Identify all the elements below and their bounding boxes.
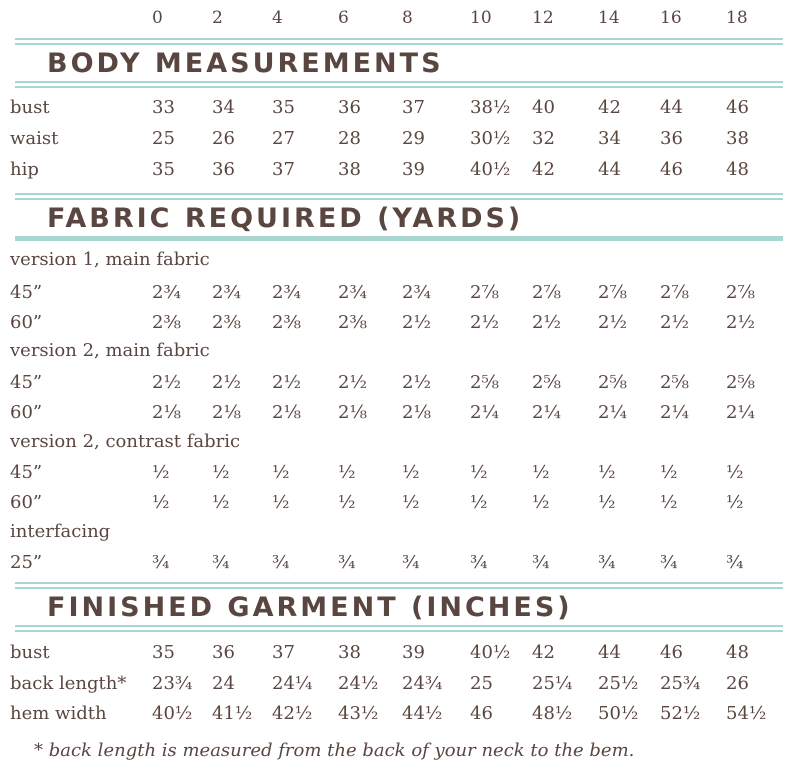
table-row: [0, 552, 800, 582]
table-cell: 41½: [212, 703, 253, 724]
table-cell: 2⅜: [152, 312, 181, 333]
table-cell: 2½: [598, 312, 627, 333]
table-cell: 33: [152, 97, 175, 118]
divider: [15, 86, 783, 88]
table-cell: 2½: [402, 312, 431, 333]
table-cell: 27: [272, 128, 295, 149]
table-cell: 40½: [152, 703, 193, 724]
section-title: FABRIC REQUIRED (YARDS): [47, 203, 524, 234]
table-cell: 36: [338, 97, 361, 118]
size-label: 16: [660, 8, 682, 28]
section-title: BODY MEASUREMENTS: [47, 48, 444, 79]
table-cell: 2⅜: [212, 312, 241, 333]
table-cell: 50½: [598, 703, 639, 724]
table-cell: ¾: [598, 552, 616, 573]
table-cell: ½: [338, 492, 356, 513]
table-cell: 24¾: [402, 673, 443, 694]
table-cell: 2⅛: [402, 402, 431, 423]
finished-garment-header: [15, 582, 783, 632]
table-cell: 38: [726, 128, 749, 149]
table-cell: 44: [660, 97, 683, 118]
table-cell: ¾: [272, 552, 290, 573]
table-cell: 2½: [660, 312, 689, 333]
table-row: [0, 642, 800, 672]
table-cell: ½: [212, 492, 230, 513]
table-cell: 24: [212, 673, 235, 694]
row-label: 60”: [10, 492, 43, 513]
divider: [15, 236, 783, 241]
table-cell: 2½: [338, 372, 367, 393]
size-label: 14: [598, 8, 620, 28]
table-cell: 2¾: [338, 282, 367, 303]
table-cell: 46: [660, 159, 683, 180]
divider: [15, 630, 783, 632]
table-cell: ½: [470, 492, 488, 513]
size-label: 6: [338, 8, 349, 28]
table-cell: ½: [598, 462, 616, 483]
row-label: 60”: [10, 312, 43, 333]
row-label: bust: [10, 642, 50, 663]
table-cell: 2⅞: [470, 282, 499, 303]
table-cell: 40: [532, 97, 555, 118]
table-cell: 25¼: [532, 673, 573, 694]
table-cell: ½: [660, 462, 678, 483]
table-cell: 46: [726, 97, 749, 118]
table-cell: ¾: [402, 552, 420, 573]
table-cell: 46: [470, 703, 493, 724]
table-cell: ½: [402, 492, 420, 513]
table-cell: 2⅝: [726, 372, 755, 393]
table-cell: 2¾: [212, 282, 241, 303]
table-cell: 2¾: [152, 282, 181, 303]
size-label: 10: [470, 8, 492, 28]
size-header-row: [0, 6, 800, 34]
row-label: waist: [10, 128, 59, 149]
table-cell: 32: [532, 128, 555, 149]
size-label: 2: [212, 8, 223, 28]
table-cell: ¾: [532, 552, 550, 573]
table-cell: 2⅞: [726, 282, 755, 303]
table-row: [0, 703, 800, 733]
row-label: 45”: [10, 372, 43, 393]
size-label: 18: [726, 8, 748, 28]
table-cell: 23¾: [152, 673, 193, 694]
size-label: 8: [402, 8, 413, 28]
table-row: [0, 492, 800, 522]
fabric-required-header: [15, 193, 783, 241]
table-cell: 2¼: [726, 402, 755, 423]
table-cell: 39: [402, 642, 425, 663]
table-cell: ¾: [470, 552, 488, 573]
table-cell: 40½: [470, 642, 511, 663]
table-cell: 42: [598, 97, 621, 118]
row-label: back length*: [10, 673, 127, 694]
table-cell: ½: [532, 462, 550, 483]
table-cell: 38½: [470, 97, 511, 118]
table-cell: 2½: [470, 312, 499, 333]
table-cell: ½: [272, 462, 290, 483]
table-row: [0, 159, 800, 189]
table-cell: 34: [598, 128, 621, 149]
table-cell: 46: [660, 642, 683, 663]
table-cell: ½: [338, 462, 356, 483]
table-cell: 2¾: [272, 282, 301, 303]
fabric-group-heading: version 2, contrast fabric: [10, 431, 241, 452]
table-cell: 36: [212, 642, 235, 663]
table-cell: 24¼: [272, 673, 313, 694]
table-cell: 44: [598, 642, 621, 663]
table-cell: 2½: [212, 372, 241, 393]
table-cell: 38: [338, 159, 361, 180]
table-cell: 2¾: [402, 282, 431, 303]
table-cell: 29: [402, 128, 425, 149]
table-cell: 36: [212, 159, 235, 180]
table-cell: ½: [152, 462, 170, 483]
table-cell: 54½: [726, 703, 767, 724]
table-cell: ¾: [212, 552, 230, 573]
table-cell: 28: [338, 128, 361, 149]
fabric-group-heading: version 2, main fabric: [10, 340, 210, 361]
table-cell: 2⅝: [660, 372, 689, 393]
table-cell: 25: [152, 128, 175, 149]
table-cell: 34: [212, 97, 235, 118]
table-cell: 43½: [338, 703, 379, 724]
table-row: [0, 402, 800, 432]
table-cell: 2½: [152, 372, 181, 393]
table-row: [0, 312, 800, 342]
table-cell: 48: [726, 642, 749, 663]
table-cell: 2½: [272, 372, 301, 393]
table-row: [0, 128, 800, 158]
table-cell: ¾: [152, 552, 170, 573]
row-label: 25”: [10, 552, 43, 573]
row-label: 60”: [10, 402, 43, 423]
table-cell: 37: [272, 642, 295, 663]
size-label: 12: [532, 8, 554, 28]
table-cell: ½: [470, 462, 488, 483]
table-cell: 42½: [272, 703, 313, 724]
table-cell: 2⅛: [338, 402, 367, 423]
table-cell: ½: [402, 462, 420, 483]
row-label: hem width: [10, 703, 107, 724]
table-cell: 2¼: [532, 402, 561, 423]
table-cell: 25½: [598, 673, 639, 694]
body-measurements-header: [15, 38, 783, 88]
table-row: [0, 372, 800, 402]
table-cell: 42: [532, 159, 555, 180]
table-cell: 25: [470, 673, 493, 694]
size-label: 0: [152, 8, 163, 28]
table-cell: 48: [726, 159, 749, 180]
table-cell: 37: [402, 97, 425, 118]
table-cell: ½: [660, 492, 678, 513]
table-cell: 2⅜: [272, 312, 301, 333]
table-cell: 2⅞: [598, 282, 627, 303]
table-cell: 35: [152, 642, 175, 663]
table-cell: ½: [272, 492, 290, 513]
table-cell: 52½: [660, 703, 701, 724]
table-cell: 2⅝: [470, 372, 499, 393]
table-cell: 30½: [470, 128, 511, 149]
table-cell: 42: [532, 642, 555, 663]
footnote: * back length is measured from the back of your neck to the bem.: [34, 740, 635, 761]
size-label: 4: [272, 8, 283, 28]
table-cell: 38: [338, 642, 361, 663]
row-label: bust: [10, 97, 50, 118]
table-cell: 2⅞: [660, 282, 689, 303]
table-cell: ½: [726, 492, 744, 513]
table-cell: 2⅞: [532, 282, 561, 303]
fabric-group-heading: interfacing: [10, 521, 111, 542]
table-cell: 2½: [726, 312, 755, 333]
row-label: 45”: [10, 462, 43, 483]
table-cell: 40½: [470, 159, 511, 180]
table-cell: ½: [726, 462, 744, 483]
table-row: [0, 462, 800, 492]
row-label: 45”: [10, 282, 43, 303]
table-cell: 44: [598, 159, 621, 180]
table-cell: 2⅜: [338, 312, 367, 333]
fabric-group-heading: version 1, main fabric: [10, 249, 210, 270]
table-row: [0, 673, 800, 703]
row-label: hip: [10, 159, 39, 180]
table-cell: 2¼: [470, 402, 499, 423]
table-row: [0, 282, 800, 312]
table-cell: 2¼: [598, 402, 627, 423]
section-title: FINISHED GARMENT (INCHES): [47, 592, 573, 623]
table-cell: ¾: [726, 552, 744, 573]
table-cell: 48½: [532, 703, 573, 724]
table-cell: 2½: [402, 372, 431, 393]
table-cell: 26: [726, 673, 749, 694]
table-cell: ½: [152, 492, 170, 513]
table-cell: 26: [212, 128, 235, 149]
table-cell: 2⅛: [212, 402, 241, 423]
table-cell: 25¾: [660, 673, 701, 694]
table-cell: 35: [152, 159, 175, 180]
table-cell: 44½: [402, 703, 443, 724]
table-cell: ½: [532, 492, 550, 513]
table-cell: 2⅛: [272, 402, 301, 423]
table-cell: 35: [272, 97, 295, 118]
table-row: [0, 97, 800, 127]
table-cell: 2⅝: [532, 372, 561, 393]
table-cell: 24½: [338, 673, 379, 694]
table-cell: 2⅝: [598, 372, 627, 393]
table-cell: 36: [660, 128, 683, 149]
table-cell: 37: [272, 159, 295, 180]
table-cell: 2⅛: [152, 402, 181, 423]
table-cell: 2¼: [660, 402, 689, 423]
table-cell: 2½: [532, 312, 561, 333]
table-cell: 39: [402, 159, 425, 180]
table-cell: ½: [598, 492, 616, 513]
table-cell: ½: [212, 462, 230, 483]
table-cell: ¾: [338, 552, 356, 573]
table-cell: ¾: [660, 552, 678, 573]
